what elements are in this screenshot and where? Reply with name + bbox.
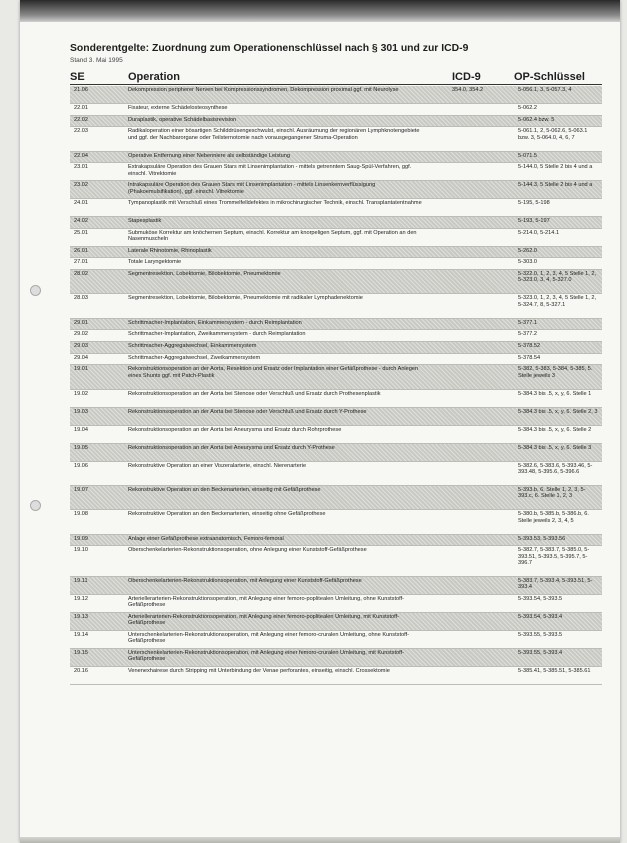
row-op-schluessel: 5-195, 5-198 <box>518 200 550 207</box>
row-op-schluessel: 5-393.53, 5-393.56 <box>518 535 566 542</box>
row-op-schluessel: 5-393.55, 5-393.5 <box>518 632 563 639</box>
row-operation: Segmentresektion, Lobektomie, Bilobektomie, Pneumektomie <box>128 270 281 277</box>
row-icd: 354.0, 354.2 <box>452 87 484 93</box>
row-operation: Schrittmacher-Implantation, Zweikammersystem - durch Reimplantation <box>128 331 306 338</box>
table-row <box>70 390 602 408</box>
row-se-code: 20.16 <box>74 668 88 675</box>
row-se-code: 19.08 <box>74 511 88 518</box>
table-row <box>70 613 602 631</box>
row-operation: Radikaloperation einer bösartigen Schilddrüsengeschwulst, einschl. Ausräumung der regionären Lymphknotengebiete und ggf. der Nachbarorgane oder Teilsternotomie nach vorausgegangener Struma-Operation <box>128 128 420 141</box>
row-op-schluessel: 5-056.1, 3, 5-057.3, 4 <box>518 87 572 93</box>
row-operation: Rekonstruktionsoperation an der Aorta, Resektion und Ersatz oder Implantation einer Gefäßprothese - durch Anlegen eines Shunts ggf. mit Patch-Plastik <box>128 366 419 379</box>
row-operation: Rekonstruktionsoperation an der Aorta bei Stenose oder Verschluß und Ersatz durch Prothesenplastik <box>128 390 381 397</box>
row-op-schluessel: 5-144.0, 5 Stelle 2 bis 4 und a <box>518 164 593 171</box>
row-operation: Arteriellerarterien-Rekonstruktionsoperation, mit Anlegung einer femoro-poplitealen Umleitung, mit Kunststoff-Gefäßprothese <box>128 614 400 627</box>
row-se-code: 22.01 <box>74 105 88 111</box>
row-se-code: 19.06 <box>74 462 88 469</box>
row-op-schluessel: 5-062.2 <box>518 105 537 111</box>
row-operation: Submuköse Korrektur am knöchernen Septum, einschl. Korrektur am knorpeligen Septum, ggf. mit Operation an den Nasenmuscheln <box>128 229 417 243</box>
row-op-schluessel: 5-380.b, 5-385.b, 5-386.b, 6. Stelle jeweils 2, 3, 4, 5 <box>518 511 589 524</box>
scan-bottom-edge <box>20 837 620 843</box>
row-operation: Unterschenkelarterien-Rekonstruktionsoperation, mit Anlegung einer femoro-cruralen Umleitung, ohne Kunststoff-Gefäßprothese <box>128 632 409 645</box>
table-row <box>70 546 602 577</box>
row-se-code: 22.04 <box>74 152 88 159</box>
row-operation: Totale Laryngektomie <box>128 259 182 266</box>
row-se-code: 22.03 <box>74 128 88 135</box>
table-row <box>70 330 602 342</box>
row-se-code: 28.03 <box>74 295 88 302</box>
table-row <box>70 510 602 534</box>
row-operation: Rekonstruktive Operation an den Beckenarterien, einseitig ohne Gefäßprothese <box>128 511 326 518</box>
row-op-schluessel: 5-322.0, 1, 2, 3, 4, 5 Stelle 1, 2, 5-323.0, 3, 4, 5-327.0 <box>518 270 597 284</box>
row-se-code: 29.02 <box>74 331 88 338</box>
table-row <box>70 229 602 247</box>
row-se-code: 23.02 <box>74 182 88 189</box>
table-row <box>70 354 602 366</box>
row-se-code: 19.01 <box>74 366 88 373</box>
row-se-code: 25.01 <box>74 229 88 236</box>
table-row <box>70 444 602 462</box>
row-se-code: 19.12 <box>74 596 88 603</box>
row-op-schluessel: 5-303.0 <box>518 259 537 266</box>
row-op-schluessel: 5-384.3 bis .5, x, y, 6. Stelle 2, 3 <box>518 408 598 415</box>
row-operation: Unterschenkelarterien-Rekonstruktionsoperation, mit Anlegung einer femoro-cruralen Umleitung, mit Kunststoff-Gefäßprothese <box>128 650 404 663</box>
table-row <box>70 270 602 294</box>
document-page <box>20 0 620 843</box>
row-se-code: 28.02 <box>74 270 88 277</box>
table-row <box>70 577 602 595</box>
punch-hole <box>30 285 41 296</box>
row-op-schluessel: 5-382, 5-383, 5-384, 5-385, 5. Stelle jeweils 3 <box>518 366 593 379</box>
table-row <box>70 127 602 151</box>
table-row <box>70 86 602 104</box>
row-operation: Anlage einer Gefäßprothese extraanatomisch, Femoro-femoral <box>128 535 284 542</box>
codes-table <box>70 86 602 685</box>
row-se-code: 21.06 <box>74 87 88 93</box>
row-op-schluessel: 5-193, 5-197 <box>518 218 550 225</box>
row-op-schluessel: 5-384.3 bis .5, x, y, 6. Stelle 3 <box>518 444 592 451</box>
row-operation: Intrakapsuläre Operation des Grauen Stars mit Linsenimplantation - mittels Linsenkernverflüssigung (Phakoemulsifikation), ggf. einschl. Vitrektomie <box>128 182 376 195</box>
row-op-schluessel: 5-061.1, 2, 5-062.6, 5-063.1 bzw. 3, 5-064.0, 4, 6, 7 <box>518 128 588 141</box>
row-op-schluessel: 5-214.0, 5-214.1 <box>518 229 560 236</box>
row-se-code: 19.11 <box>74 578 88 585</box>
row-operation: Tympanoplastik mit Verschluß eines Trommelfelldefektes in mikrochirurgischer Technik, einschl. Transplantatentnahme <box>128 200 422 207</box>
column-header-operation: Operation <box>128 71 180 83</box>
table-row <box>70 462 602 486</box>
row-operation: Duraplastik, operative Schädelbasisrevision <box>128 116 237 123</box>
row-se-code: 19.03 <box>74 408 88 415</box>
row-operation: Schrittmacher-Implantation, Einkammersystem - durch Reimplantation <box>128 319 302 326</box>
row-operation: Rekonstruktive Operation an den Beckenarterien, einseitig mit Gefäßprothese <box>128 486 321 493</box>
row-se-code: 29.04 <box>74 354 88 361</box>
row-operation: Stapesplastik <box>128 218 162 225</box>
table-row <box>70 535 602 547</box>
table-row <box>70 319 602 331</box>
table-row <box>70 199 602 217</box>
row-se-code: 29.01 <box>74 319 88 326</box>
row-operation: Schrittmacher-Aggregatwechsel, Zweikammersystem <box>128 354 261 361</box>
table-row <box>70 365 602 389</box>
row-operation: Venenexhairese durch Stripping mit Unterbindung der Venae perforantes, einseitig, einschl. Crossektomie <box>128 668 390 675</box>
row-se-code: 22.02 <box>74 116 88 123</box>
row-operation: Segmentresektion, Lobektomie, Bilobektomie, Pneumektomie mit radikaler Lymphadenektomie <box>128 295 363 302</box>
row-op-schluessel: 5-383.7, 5-393.4, 5-393.51, 5-393.4 <box>518 578 593 591</box>
row-se-code: 26.01 <box>74 247 88 254</box>
row-se-code: 19.13 <box>74 614 88 621</box>
row-operation: Dekompression peripherer Nerven bei Kompressionssyndromen, Dekompression proximal ggf. mit Neurolyse <box>128 87 399 93</box>
row-se-code: 19.07 <box>74 486 88 493</box>
table-row <box>70 258 602 270</box>
row-op-schluessel: 5-144.3, 5 Stelle 2 bis 4 und a <box>518 182 593 189</box>
row-se-code: 19.09 <box>74 535 88 542</box>
table-row <box>70 342 602 354</box>
row-operation: Rekonstruktionsoperation an der Aorta bei Stenose oder Verschluß und Ersatz durch Y-Prothese <box>128 408 367 415</box>
row-operation: Rekonstruktive Operation an einer Viszeralarterie, einschl. Nierenarterie <box>128 462 307 469</box>
row-se-code: 19.04 <box>74 426 88 433</box>
table-row <box>70 426 602 444</box>
table-row <box>70 181 602 199</box>
row-se-code: 24.01 <box>74 200 88 207</box>
row-se-code: 19.02 <box>74 390 88 397</box>
table-row <box>70 163 602 181</box>
table-row <box>70 649 602 667</box>
row-operation: Laterale Rhinotomie, Rhinoplastik <box>128 247 212 254</box>
table-row <box>70 247 602 259</box>
row-op-schluessel: 5-384.3 bis .5, x, y, 6. Stelle 1 <box>518 390 592 397</box>
row-se-code: 27.01 <box>74 259 88 266</box>
row-op-schluessel: 5-393.54, 5-393.4 <box>518 614 563 621</box>
row-op-schluessel: 5-378.54 <box>518 354 541 361</box>
row-se-code: 23.01 <box>74 164 88 171</box>
row-op-schluessel: 5-393.54, 5-393.5 <box>518 596 563 603</box>
row-operation: Extrakapsuläre Operation des Grauen Stars mit Linsenimplantation - mittels getrenntem Saug-Spül-Verfahren, ggf. einschl. Vitrektomie <box>128 164 412 177</box>
row-operation: Operative Entfernung einer Nebenniere als selbständige Leistung <box>128 152 291 159</box>
row-op-schluessel: 5-382.7, 5-383.7, 5-385.0, 5-393.51, 5-393.5, 5-395.7, 5-396.7 <box>518 547 590 567</box>
row-se-code: 19.14 <box>74 632 88 639</box>
table-row <box>70 217 602 229</box>
row-se-code: 19.10 <box>74 547 88 554</box>
row-se-code: 29.03 <box>74 342 88 349</box>
table-row <box>70 116 602 128</box>
row-op-schluessel: 5-071.5 <box>518 152 537 159</box>
row-op-schluessel: 5-393.b, 6. Stelle 1, 2, 3, 5-393.c, 6. Stelle 1, 2, 3 <box>518 486 586 500</box>
table-row <box>70 667 602 685</box>
row-operation: Rekonstruktionsoperation an der Aorta bei Aneurysma und Ersatz durch Y-Prothese <box>128 444 335 451</box>
row-operation: Fixateur, externe Schädelosteosynthese <box>128 105 228 111</box>
table-row <box>70 152 602 164</box>
row-op-schluessel: 5-393.55, 5-393.4 <box>518 650 563 657</box>
scan-top-edge <box>20 0 620 22</box>
row-op-schluessel: 5-377.1 <box>518 319 537 326</box>
table-row <box>70 486 602 510</box>
row-operation: Schrittmacher-Aggregatwechsel, Einkammersystem <box>128 342 257 349</box>
row-op-schluessel: 5-062.4 bzw. 5 <box>518 116 555 123</box>
column-header-icd: ICD-9 <box>452 71 481 83</box>
row-se-code: 24.02 <box>74 218 88 225</box>
column-header-se: SE <box>70 71 85 83</box>
table-row <box>70 595 602 613</box>
row-op-schluessel: 5-385.41, 5-385.51, 5-385.61 <box>518 668 591 675</box>
punch-hole <box>30 500 41 511</box>
page-subtitle: Stand 3. Mai 1995 <box>70 57 123 64</box>
header-divider <box>70 84 602 85</box>
table-row <box>70 631 602 649</box>
row-operation: Oberschenkelarterien-Rekonstruktionsoperation, ohne Anlegung einer Kunststoff-Gefäßprothese <box>128 547 367 554</box>
row-se-code: 19.05 <box>74 444 88 451</box>
row-op-schluessel: 5-323.0, 1, 2, 3, 4, 5 Stelle 1, 2, 5-324.7, 8, 5-327.1 <box>518 295 597 308</box>
row-operation: Oberschenkelarterien-Rekonstruktionsoperation, mit Anlegung einer Kunststoff-Gefäßprothese <box>128 578 362 585</box>
row-op-schluessel: 5-377.2 <box>518 331 537 338</box>
row-op-schluessel: 5-262.0 <box>518 247 537 254</box>
row-operation: Arteriellerarterien-Rekonstruktionsoperation, mit Anlegung einer femoro-poplitealen Umleitung, ohne Kunststoff-Gefäßprothese <box>128 596 405 609</box>
table-row <box>70 104 602 116</box>
row-op-schluessel: 5-378.52 <box>518 342 541 349</box>
table-row <box>70 408 602 426</box>
row-op-schluessel: 5-384.3 bis .5, x, y, 6. Stelle 2 <box>518 426 592 433</box>
row-op-schluessel: 5-382.6, 5-383.6, 5-393.46, 5-393.48, 5-395.6, 5-396.6 <box>518 462 593 475</box>
column-header-op-schluessel: OP-Schlüssel <box>514 71 585 83</box>
table-row <box>70 294 602 318</box>
page-title: Sonderentgelte: Zuordnung zum Operationenschlüssel nach § 301 und zur ICD-9 <box>70 43 469 54</box>
row-se-code: 19.15 <box>74 650 88 657</box>
row-operation: Rekonstruktionsoperation an der Aorta bei Aneurysma und Ersatz durch Rohrprothese <box>128 426 342 433</box>
